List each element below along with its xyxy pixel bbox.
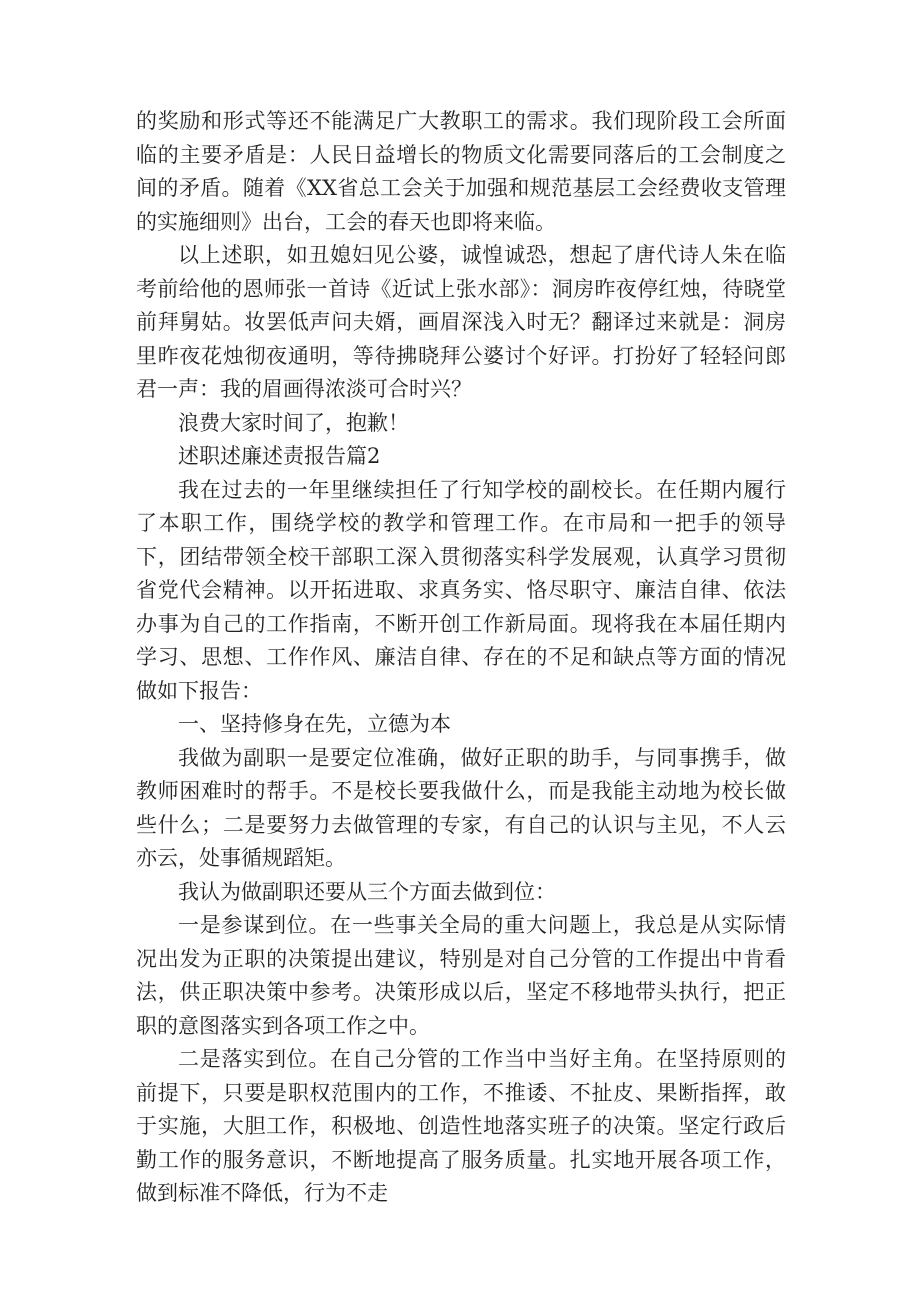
paragraph-4: 我在过去的一年里继续担任了行知学校的副校长。在任期内履行了本职工作，围绕学校的教学和管理工作。在市局和一把手的领导下，团结带领全校干部职工深入贯彻落实科学发展观，认真学习贯彻省党代会精神。以开拓进取、求真务实、恪尽职守、廉洁自律、依法办事为自己的工作指南，不断开创工作新局面。现将我在本届任期内学习、思想、工作作风、廉洁自律、存在的不足和缺点等方面的情况做如下报告：: [136, 477, 786, 703]
document-body: [136, 105, 786, 1211]
subsection-title: 一、坚持修身在先，立德为本: [178, 712, 451, 736]
paragraph-1: 的奖励和形式等还不能满足广大教职工的需求。我们现阶段工会所面临的主要矛盾是：人民日益增长的物质文化需要同落后的工会制度之间的矛盾。随着《XX省总工会关于加强和规范基层工会经费收支管理的实施细则》出台，工会的春天也即将来临。: [136, 109, 786, 234]
paragraph-7: 一是参谋到位。在一些事关全局的重大问题上，我总是从实际情况出发为正职的决策提出建议，特别是对自己分管的工作提出中肯看法，供正职决策中参考。决策形成以后，坚定不移地带头执行，把正职的意图落实到各项工作之中。: [136, 913, 786, 1038]
paragraph-2: 以上述职，如丑媳妇见公婆，诚惶诚恐，想起了唐代诗人朱在临考前给他的恩师张一首诗《近试上张水部》：洞房昨夜停红烛，待晓堂前拜舅姑。妆罢低声问夫婿，画眉深浅入时无？翻译过来就是：洞房里昨夜花烛彻夜通明，等待拂晓拜公婆讨个好评。打扮好了轻轻问郎君一声：我的眉画得浓淡可合时兴？: [136, 243, 786, 401]
paragraph-6: 我认为做副职还要从三个方面去做到位：: [178, 879, 556, 904]
paragraph-5: 我做为副职一是要定位准确，做好正职的助手，与同事携手，做教师困难时的帮手。不是校长要我做什么，而是我能主动地为校长做些什么；二是要努力去做管理的专家，有自己的认识与主见，不人云亦云，处事循规蹈矩。: [136, 745, 786, 870]
section-title: 述职述廉述责报告篇2: [178, 444, 381, 468]
paragraph-3: 浪费大家时间了，抱歉！: [178, 410, 409, 435]
paragraph-8: 二是落实到位。在自己分管的工作当中当好主角。在坚持原则的前提下，只要是职权范围内的工作，不推诿、不扯皮、果断指挥，敢于实施，大胆工作，积极地、创造性地落实班子的决策。坚定行政后勤工作的服务意识，不断地提高了服务质量。扎实地开展各项工作，做到标准不降低，行为不走: [136, 1047, 786, 1205]
